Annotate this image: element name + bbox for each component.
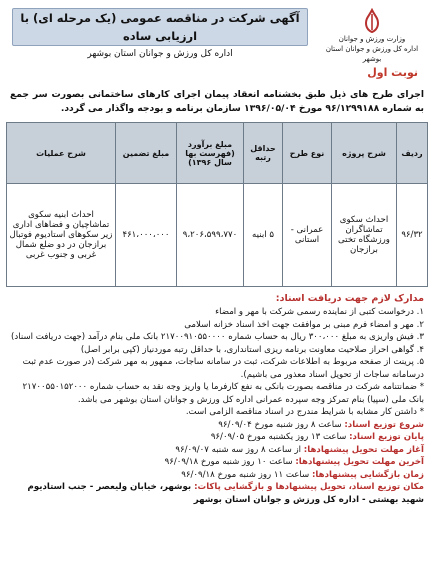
schedule-item	[10, 431, 424, 444]
header	[6, 4, 428, 84]
schedule-value: ساعت ۱۱ روز شنبه مورخ ۹۶/۰۹/۱۸	[181, 469, 312, 480]
list-item: * داشتن کار مشابه با شرایط مندرج در اسناد مناقصه الزامی است.	[185, 407, 424, 417]
table-row	[7, 184, 428, 287]
schedule-value: بوشهر، خیابان ولیعصر - جنب استادیوم شهید بهشتی - اداره کل ورزش و جوانان استان بوشهر	[27, 482, 424, 505]
list-item: * ضمانتنامه شرکت در مناقصه بصورت بانکی به نفع کارفرما یا واریز وجه نقد به حساب شماره ۲۱۷۰۰۵۵۰۱۵۲۰۰۰ بانک ملی (سپیا) بنام تمرکز وجه سپرده عمرانی اداره کل ورزش و جوانان استان بوشهر می باشد.	[22, 382, 424, 405]
schedule-item	[10, 456, 424, 469]
schedule-label: آخرین مهلت تحویل پیشنهادها:	[295, 457, 424, 467]
schedule-label: مکان توزیع اسناد، تحویل پیشنهادها و بازگشایی پاکات:	[194, 482, 424, 492]
title-box	[12, 8, 308, 59]
table-cell: ۹،۲۰۶،۵۹۹،۷۷۰	[177, 184, 244, 287]
table-cell: احداث ابنیه سکوی تماشاچیان و فضاهای اداری زیر سکوهای استادیوم فوتبال برازجان در دو ضلع شمال غربی و جنوب غربی	[7, 184, 116, 287]
projects-table	[6, 122, 428, 287]
notice-label: نوبت اول	[367, 66, 418, 79]
list-item: ۴. گواهی احراز صلاحیت معاونت برنامه ریزی استانداری، با حداقل رتبه موردنیاز (کپی برابر اصل)	[80, 344, 424, 355]
column-header: نوع طرح	[283, 123, 332, 184]
schedule-item	[10, 444, 424, 457]
table-cell: ۵ ابنیه	[244, 184, 283, 287]
table-cell: احداث سکوی تماشاگران ورزشگاه تختی برازجان	[332, 184, 397, 287]
logo-line-1: وزارت ورزش و جوانان	[338, 35, 406, 43]
schedule-value: ساعت ۱۰ روز شنبه مورخ ۹۶/۰۹/۱۸	[164, 457, 296, 467]
list-item: ۲. مهر و امضاء فرم مبنی بر موافقت جهت اخذ اسناد خزانه اسلامی	[184, 319, 424, 330]
schedule-label: آغاز مهلت تحویل پیشنهادها:	[303, 444, 424, 455]
logo-line-2: اداره کل ورزش و جوانان استان بوشهر	[325, 45, 419, 63]
schedule-value: از ساعت ۸ روز سه شنبه ۹۶/۰۹/۰۷	[175, 444, 304, 455]
page-title: آگهی شرکت در مناقصه عمومی (یک مرحله ای) با ارزیابی ساده	[20, 11, 300, 43]
table-cell: ۴۶۱،۰۰۰،۰۰۰	[116, 184, 177, 287]
ministry-emblem-icon	[360, 8, 384, 34]
schedule-label: پایان توزیع اسناد:	[349, 432, 424, 442]
schedule-label: زمان بازگشایی پیشنهادها:	[311, 469, 424, 480]
list-item: ۱. درخواست کتبی از نماینده رسمی شرکت با مهر و امضاء	[215, 307, 424, 317]
list-item: ۳. فیش واریزی به مبلغ ۳۰۰،۰۰۰ ریال به حساب شماره ۲۱۷۰۰۹۱۰۵۵۰۰۰۰ بانک ملی بنام درآمد (جهت دریافت اسناد)	[11, 332, 424, 342]
column-header: حداقل رتبه	[244, 123, 283, 184]
column-header: مبلغ برآورد (فهرست بها سال ۱۳۹۶)	[177, 123, 244, 184]
required-docs-title: مدارک لازم جهت دریافت اسناد:	[275, 293, 424, 304]
schedule-label: شروع توزیع اسناد:	[344, 419, 424, 430]
schedule-item	[10, 481, 424, 506]
column-header: شرح پروژه	[332, 123, 397, 184]
schedule-value: ساعت ۸ روز شنبه مورخ ۹۶/۰۹/۰۴	[218, 419, 345, 430]
table-cell: عمرانی - استانی	[283, 184, 332, 287]
column-header: ردیف	[397, 123, 428, 184]
page-subtitle: اداره کل ورزش و جوانان استان بوشهر	[87, 49, 233, 59]
table-cell: ۹۶/۳۲	[397, 184, 428, 287]
intro-text: اجرای طرح های ذیل طبق بخشنامه انعقاد پیمان اجرای کارهای ساختمانی بصورت سر جمع به شماره ۹۶/۱۲۹۹۱۸۸ مورخ ۱۳۹۶/۰۵/۰۴ سازمان برنامه و بودجه واگذار می گردد.	[10, 89, 424, 114]
schedule-value: ساعت ۱۳ روز یکشنبه مورخ ۹۶/۰۹/۰۵	[210, 432, 350, 442]
ministry-logo	[324, 8, 420, 64]
column-header: شرح عملیات	[7, 123, 116, 184]
schedule-item	[10, 469, 424, 482]
list-item: ۵. پرینت از صفحه مربوط به اطلاعات شرکت، ثبت در سامانه ساجات، ممهور به مهر شرکت (در صورت عدم ثبت درسامانه ساجات از تحویل اسناد معذور می باشیم).	[22, 357, 424, 380]
schedule-item	[10, 419, 424, 432]
table-header-row	[7, 123, 428, 184]
column-header: مبلغ تضمین	[116, 123, 177, 184]
